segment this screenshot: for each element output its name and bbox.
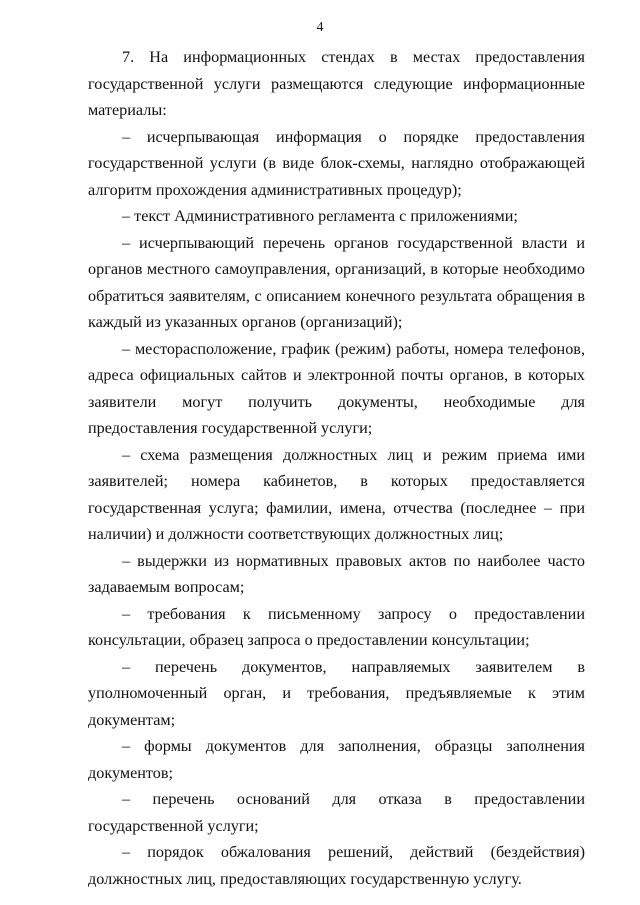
list-item: – исчерпывающая информация о порядке предоставления государственной услуги (в виде блок-схемы, наглядно отображающей алгоритм прохождения административных процедур); — [88, 127, 585, 199]
list-item: – схема размещения должностных лиц и режим приема ими заявителей; номера кабинетов, в которых предоставляется государственная услуга; фамилии, имена, отчества (последнее – при наличии) и должности соответствующих должностных лиц; — [88, 445, 585, 543]
list-item: – исчерпывающий перечень органов государственной власти и органов местного самоуправления, организаций, в которые необходимо обратиться заявителям, с описанием конечного результата обращения в каждый из указанных органов (организаций); — [88, 233, 585, 331]
intro-paragraph: 7. На информационных стендах в местах предоставления государственной услуги размещаются следующие информационные материалы: — [88, 48, 585, 119]
page-number: 4 — [316, 20, 324, 35]
list-item: – текст Административного регламента с приложениями; — [122, 207, 518, 225]
list-item: – выдержки из нормативных правовых актов по наиболее часто задаваемым вопросам; — [88, 551, 585, 596]
list-item: – перечень документов, направляемых заявителем в уполномоченный орган, и требования, предъявляемые к этим документам; — [88, 657, 585, 729]
list-item: – порядок обжалования решений, действий (бездействия) должностных лиц, предоставляющих государственную услугу. — [88, 843, 585, 888]
list-item: – формы документов для заполнения, образцы заполнения документов; — [88, 737, 585, 782]
list-item: – перечень оснований для отказа в предоставлении государственной услуги; — [88, 790, 585, 835]
list-item: – требования к письменному запросу о предоставлении консультации, образец запроса о предоставлении консультации; — [88, 604, 585, 649]
document-body — [88, 44, 585, 892]
list-item: – месторасположение, график (режим) работы, номера телефонов, адреса официальных сайтов и электронной почты органов, в которых заявители могут получить документы, необходимые для предоставления государственной услуги; — [88, 339, 585, 437]
